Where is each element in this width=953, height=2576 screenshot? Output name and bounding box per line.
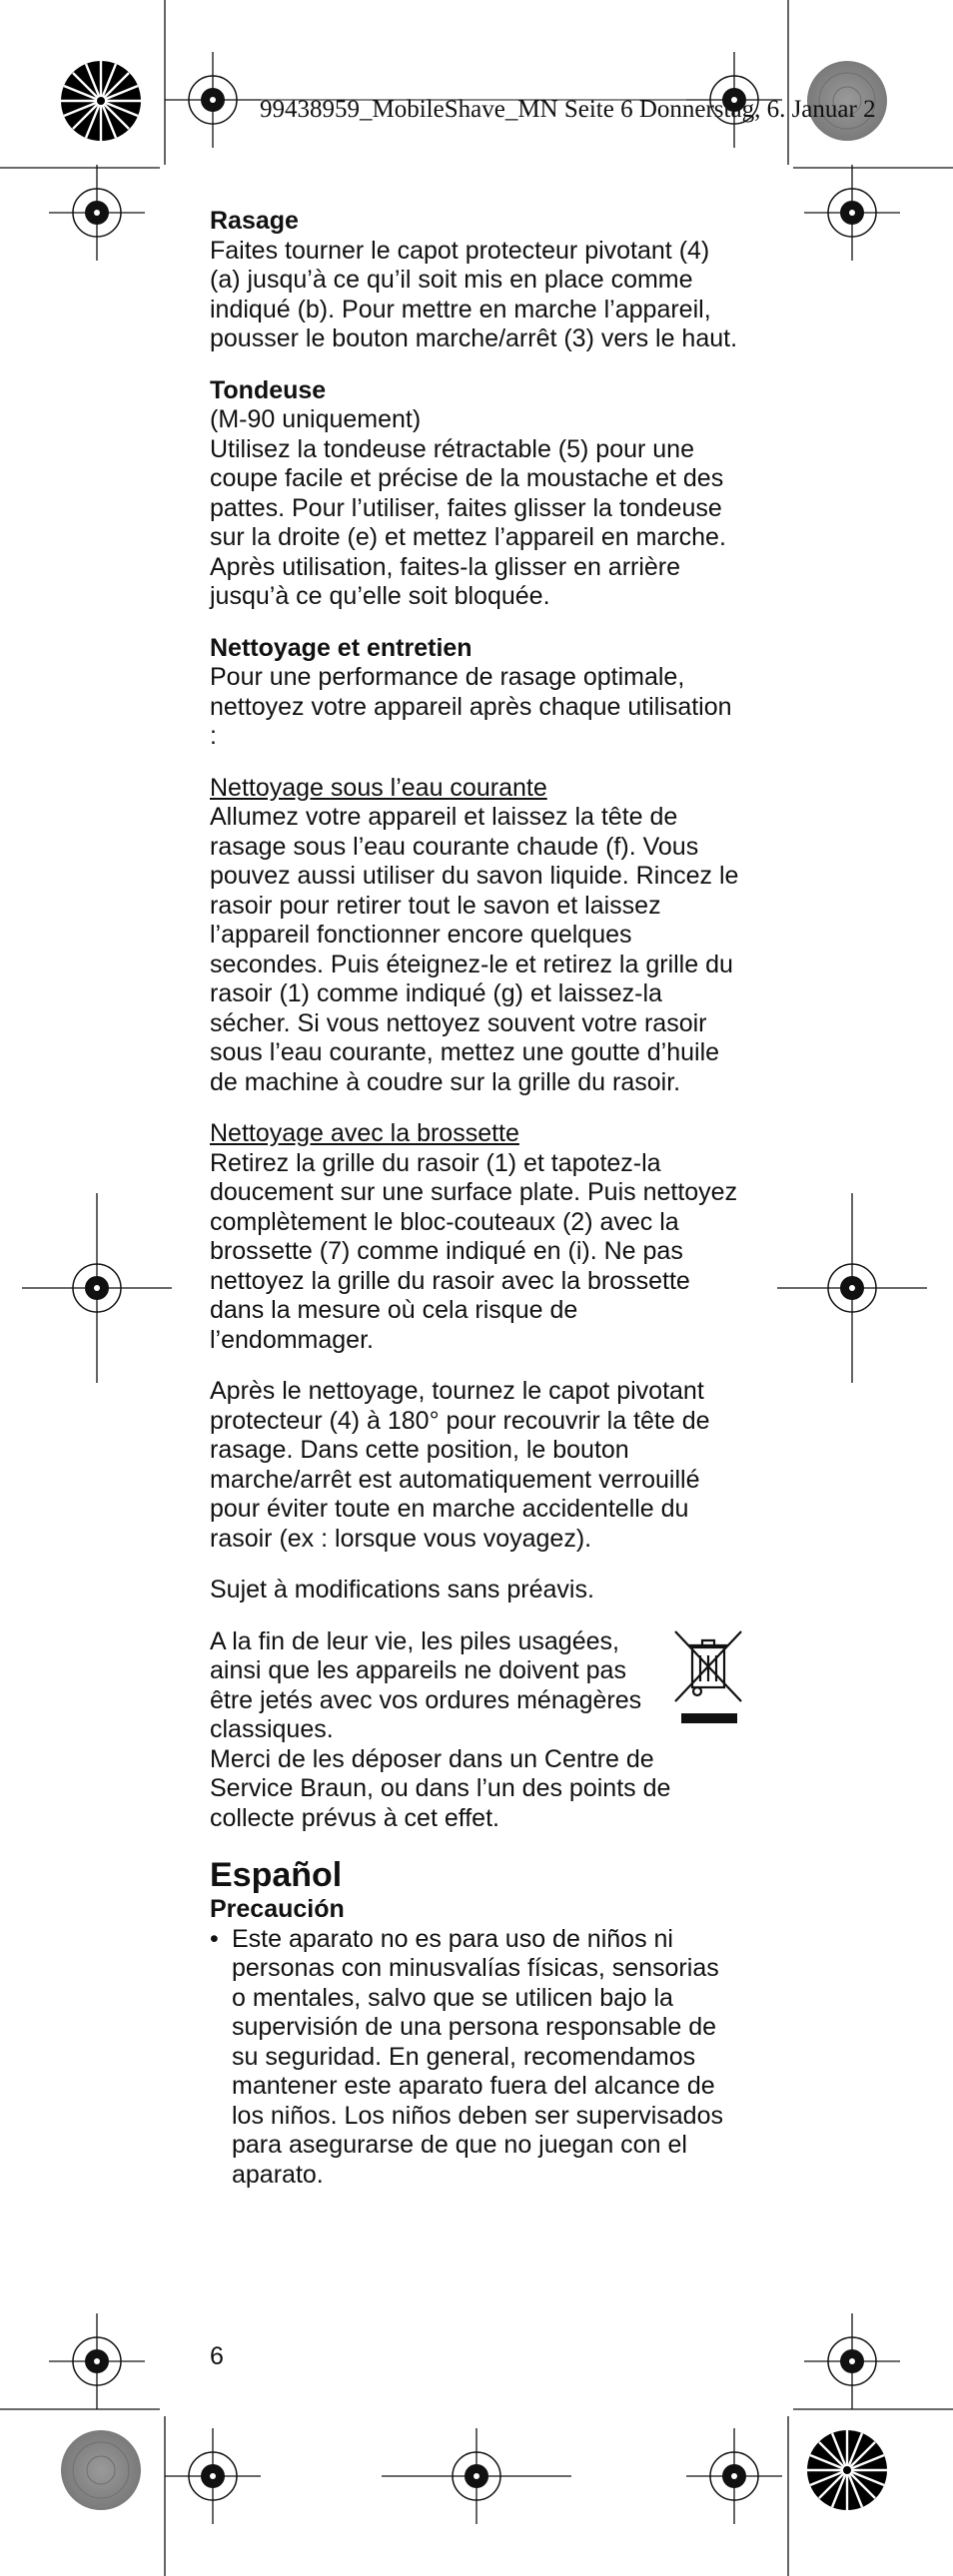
registration-mark-icon xyxy=(165,52,261,148)
section-tondeuse xyxy=(210,376,739,612)
section-heading: Tondeuse xyxy=(210,375,327,404)
section-body: Après le nettoyage, tournez le capot pivotant protecteur (4) à 180° pour recouvrir la tête de rasage. Dans cette position, le bouton marche/arrêt est automatiquement verrouillé pour éviter toute en marche accidentelle du rasoir (ex : lorsque vous voyagez). xyxy=(210,1377,710,1553)
section-body: Retirez la grille du rasoir (1) et tapotez-la doucement sur une surface plate. Puis nettoyez complètement le bloc-couteaux (2) avec la brossette (7) comme indiqué en (i). Ne pas nettoyez la grille du rasoir avec la brossette dans la mesure où cela risque de l’endommager. xyxy=(210,1148,738,1354)
section-body: Pour une performance de rasage optimale, nettoyez votre appareil après chaque utilisation : xyxy=(210,663,732,750)
manual-page-content xyxy=(210,207,739,2212)
registration-mark-icon xyxy=(382,2428,571,2524)
language-heading: Español xyxy=(210,1856,343,1894)
section-subheading: Nettoyage avec la brossette xyxy=(210,1119,519,1147)
bullet-item xyxy=(210,1925,739,2191)
registration-mark-icon xyxy=(686,2428,782,2524)
crossed-out-wheelie-bin-icon xyxy=(669,1627,747,1727)
section-disposal xyxy=(210,1627,739,1834)
section-eau-courante xyxy=(210,774,739,1098)
registration-mark-icon xyxy=(777,1193,927,1383)
registration-mark-icon xyxy=(49,2313,145,2409)
section-precaucion xyxy=(210,1895,739,2190)
bullet-icon: • xyxy=(210,1924,219,1953)
star-target-icon xyxy=(807,2430,887,2510)
section-body: Faites tourner le capot protecteur pivotant (4) (a) jusqu’à ce qu’il soit mis en place comme indiqué (b). Pour mettre en marche l’appareil, pousser le bouton marche/arrêt (3) vers le haut. xyxy=(210,236,738,352)
section-apres-nettoyage xyxy=(210,1377,739,1554)
bullet-text: Este aparato no es para uso de niños ni personas con minusvalías físicas, sensorias o mentales, salvo que se utilicen bajo la supervisión de una persona responsable de su seguridad. En general, recomendamos mantener este aparato fuera del alcance de los niños. Los niños deben ser supervisados para asegurarse de que no juegan con el aparato. xyxy=(232,1924,723,2189)
registration-mark-icon xyxy=(804,165,900,261)
star-target-icon xyxy=(61,61,141,141)
registration-mark-icon xyxy=(804,2313,900,2409)
page-number: 6 xyxy=(210,2342,224,2370)
section-body: Allumez votre appareil et laissez la tête de rasage sous l’eau courante chaude (f). Vous pouvez aussi utiliser du savon liquide. Rincez le rasoir pour retirer tout le savon et laissez l’appareil fonctionner encore quelques secondes. Puis éteignez-le et retirez la grille du rasoir (1) comme indiqué (g) et laissez-la sécher. Si vous nettoyez souvent votre rasoir sous l’eau courante, mettez une goutte d’huile de machine à coudre sur la grille du rasoir. xyxy=(210,803,739,1096)
section-heading: Precaución xyxy=(210,1895,345,1923)
registration-mark-icon xyxy=(165,2428,261,2524)
section-sujet xyxy=(210,1576,739,1606)
section-nettoyage xyxy=(210,634,739,752)
section-subheading: Nettoyage sous l’eau courante xyxy=(210,773,547,802)
section-brossette xyxy=(210,1119,739,1355)
disposal-body: Merci de les déposer dans un Centre de Service Braun, ou dans l’un des points de collecte prévus à cet effet. xyxy=(210,1744,671,1832)
section-body: Utilisez la tondeuse rétractable (5) pour une coupe facile et précise de la moustache et des pattes. Pour l’utiliser, faites glisser la tondeuse sur la droite (e) et mettez l’appareil en marche. Après utilisation, faites-la glisser en arrière jusqu’à ce qu’elle soit bloquée. xyxy=(210,434,726,610)
section-body: Sujet à modifications sans préavis. xyxy=(210,1576,594,1604)
registration-mark-icon xyxy=(49,165,145,261)
section-rasage xyxy=(210,207,739,354)
registration-mark-icon xyxy=(22,1193,172,1383)
section-heading: Nettoyage et entretien xyxy=(210,633,473,662)
gray-density-circle-icon xyxy=(61,2430,141,2510)
disposal-lead: A la fin de leur vie, les piles usagées, ainsi que les appareils ne doivent pas être jetés avec vos ordures ménagères classiques. xyxy=(210,1626,642,1743)
print-slug: 99438959_MobileShave_MN Seite 6 Donnerstag, 6. Januar 2 xyxy=(260,96,876,123)
section-note: (M-90 uniquement) xyxy=(210,405,422,433)
section-heading: Rasage xyxy=(210,207,299,235)
